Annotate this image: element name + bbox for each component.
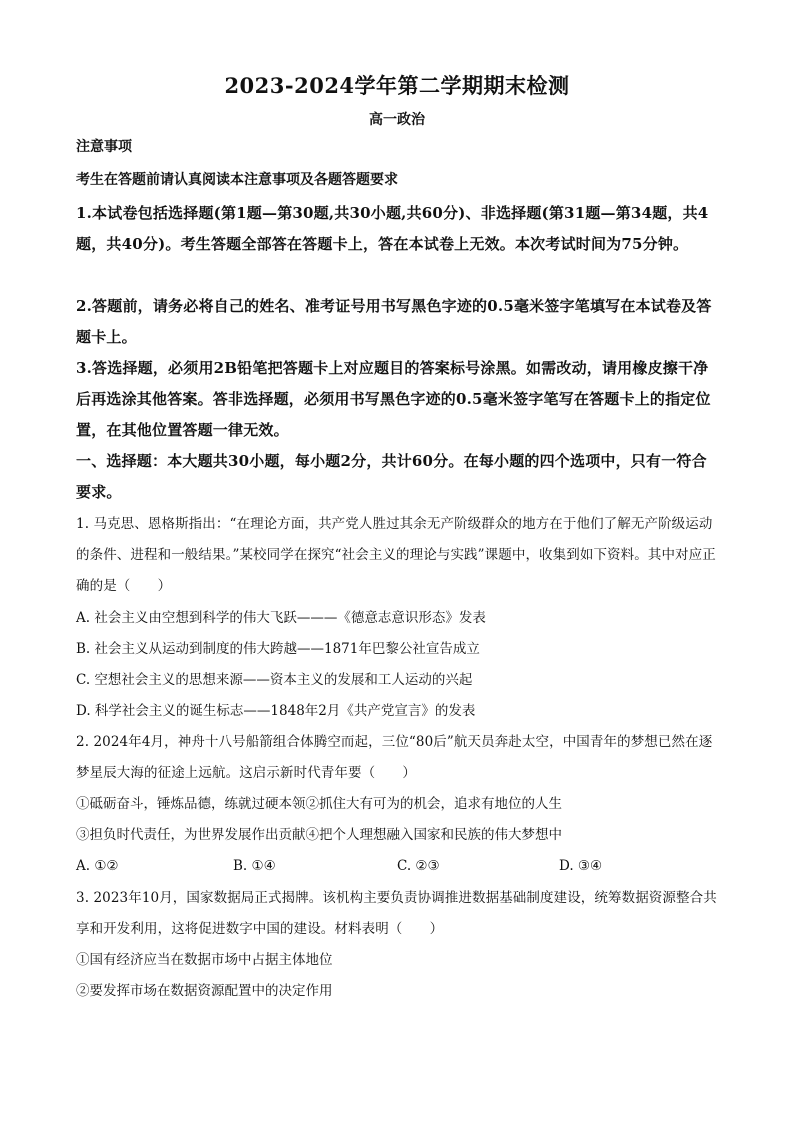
notice-item-1: 1.本试卷包括选择题(第1题—第30题,共30小题,共60分)、非选择题(第31题—第34题，共4题，共40分)。考生答题全部答在答题卡上，答在本试卷上无效。本次考试时间为75分钟。 [76, 204, 709, 253]
question-2-stem: 2. 2024年4月，神舟十八号船箭组合体腾空而起，三位“80后”航天员奔赴太空，中国青年的梦想已然在逐梦星辰大海的征途上远航。这启示新时代青年要（ ） [76, 734, 713, 781]
question-3-stem: 3. 2023年10月，国家数据局正式揭牌。该机构主要负责协调推进数据基础制度建设，统筹数据资源整合共享和开发利用，这将促进数字中国的建设。材料表明（ ） [76, 890, 717, 937]
question-1-stem: 1. 马克思、恩格斯指出：“在理论方面，共产党人胜过其余无产阶级群众的地方在于他们了解无产阶级运动的条件、进程和一般结果。”某校同学在探究“社会主义的理论与实践”课题中，收集到如下资料。其中对应正确的是（ ） [76, 516, 716, 594]
question-1-option-d: D. 科学社会主义的诞生标志——1848年2月《共产党宣言》的发表 [76, 703, 476, 719]
question-1-option-c: C. 空想社会主义的思想来源——资本主义的发展和工人运动的兴起 [76, 672, 473, 688]
page-subtitle: 高一政治 [369, 112, 425, 128]
question-2-option-c: C. ②③ [397, 858, 440, 874]
notice-item-3: 3.答选择题，必须用2B铅笔把答题卡上对应题目的答案标号涂黑。如需改动，请用橡皮擦干净后再选涂其他答案。答非选择题，必须用书写黑色字迹的0.5毫米签字笔写在答题卡上的指定位置，在其他位置答题一律无效。 [76, 359, 711, 439]
page-title: 2023-2024学年第二学期期末检测 [224, 73, 570, 98]
question-2-statement-line-1: ①砥砺奋斗，锤炼品德，练就过硬本领②抓住大有可为的机会，追求有地位的人生 [76, 796, 562, 812]
question-3-statement-line-1: ①国有经济应当在数据市场中占据主体地位 [76, 952, 333, 968]
question-2-option-a: A. ①② [76, 858, 119, 874]
notice-intro: 考生在答题前请认真阅读本注意事项及各题答题要求 [76, 172, 398, 188]
question-1-option-b: B. 社会主义从运动到制度的伟大跨越——1871年巴黎公社宣告成立 [76, 641, 480, 657]
question-3-statement-line-2: ②要发挥市场在数据资源配置中的决定作用 [76, 983, 333, 999]
question-2-statement-line-2: ③担负时代责任，为世界发展作出贡献④把个人理想融入国家和民族的伟大梦想中 [76, 827, 562, 843]
question-1-option-a: A. 社会主义由空想到科学的伟大飞跃———《德意志意识形态》发表 [76, 610, 486, 626]
section-heading: 一、选择题：本大题共30小题，每小题2分，共计60分。在每小题的四个选项中，只有一符合要求。 [76, 452, 707, 501]
question-2-option-d: D. ③④ [559, 858, 603, 874]
notice-heading: 注意事项 [76, 139, 132, 155]
notice-item-2: 2.答题前，请务必将自己的姓名、准考证号用书写黑色字迹的0.5毫米签字笔填写在本试卷及答题卡上。 [76, 297, 712, 346]
question-2-options [76, 856, 721, 876]
question-2-option-b: B. ①④ [233, 858, 276, 874]
